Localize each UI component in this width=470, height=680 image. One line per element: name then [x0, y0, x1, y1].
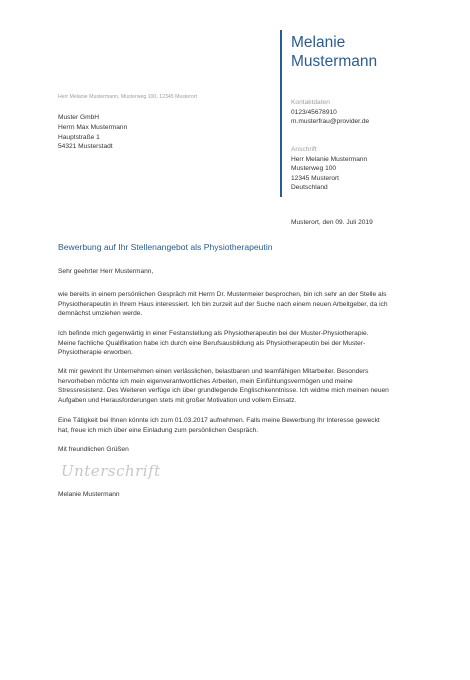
contact-block [291, 98, 369, 127]
address-block [291, 145, 367, 193]
letter-subject: Bewerbung auf Ihr Stellenangebot als Physiotherapeutin [58, 242, 273, 252]
body-line: demnächst umziehen werde. [58, 310, 143, 318]
signature-placeholder: Unterschrift [61, 462, 161, 480]
recipient-line: Herrn Max Mustermann [58, 123, 128, 131]
recipient-line: Hauptstraße 1 [58, 133, 100, 141]
salutation: Sehr geehrter Herr Mustermann, [58, 268, 154, 275]
recipient-line: 54321 Musterstadt [58, 143, 113, 151]
body-line: Mit mir gewinnt Ihr Unternehmen einen verlässlichen, belastbaren und teamfähigen Mitarbeiter. Besonders [58, 368, 369, 375]
body-paragraph-1 [58, 290, 438, 319]
body-line: Physiotherapie erworben. [58, 349, 133, 357]
body-paragraph-3 [58, 367, 438, 406]
body-line: hat, freue ich mich über eine Einladung zum persönlichen Gespräch. [58, 426, 259, 434]
body-line: hervorheben möchte ich mein eigenverantwortliches Arbeiten, mein Einfühlungsvermögen und meine [58, 377, 353, 385]
recipient-address [58, 113, 127, 152]
address-line: Musterweg 100 [291, 165, 337, 173]
signer-name: Melanie Mustermann [58, 491, 120, 498]
letter-date: Musterort, den 09. Juli 2019 [291, 219, 373, 226]
closing-phrase: Mit freundlichen Grüßen [58, 446, 129, 453]
recipient-line: Muster GmbH [58, 114, 100, 121]
body-line: Meine fachliche Qualifikation habe ich durch eine Berufsausbildung als Physiotherapeutin bei der Muster- [58, 339, 366, 347]
contact-email: m.musterfrau@provider.de [291, 118, 370, 126]
address-line: Herr Melanie Mustermann [291, 155, 368, 163]
header-first-name: Melanie [291, 34, 346, 51]
body-line: Stressresistenz. Des Weiteren verfüge ich über grundlegende Englischkenntnisse. Ich widme mich meinen neuen [58, 387, 389, 395]
accent-divider [280, 30, 282, 197]
header-last-name: Mustermann [291, 53, 378, 70]
header-name [291, 33, 377, 71]
contact-label: Kontaktdaten [291, 99, 330, 106]
body-paragraph-2 [58, 329, 438, 358]
address-label: Anschrift [291, 146, 317, 153]
contact-phone: 0123/45678910 [291, 108, 337, 116]
body-paragraph-4 [58, 416, 438, 435]
body-line: Physiotherapeutin in Ihrem Haus interessiert. Ich bin zurzeit auf der Suche nach einem neuen Arbeitgeber, da ich [58, 300, 388, 308]
address-line: Deutschland [291, 184, 328, 192]
body-line: Aufgaben und Herausforderungen stets mit großer Motivation und vollem Einsatz. [58, 397, 297, 405]
address-line: 12345 Musterort [291, 174, 340, 182]
body-line: Ich befinde mich gegenwärtig in einer Festanstellung als Physiotherapeutin bei der Muster-Physiotherapie. [58, 330, 369, 337]
body-line: wie bereits in einem persönlichen Gespräch mit Herrn Dr. Mustermeier besprochen, bin ich sehr an der Stelle als [58, 291, 387, 298]
body-line: Eine Tätigkeit bei Ihnen könnte ich zum 01.03.2017 aufnehmen. Falls meine Bewerbung Ihr Interesse geweckt [58, 417, 380, 424]
sender-line: Herr Melanie Mustermann, Musterweg 100, 12345 Musterort [58, 94, 197, 100]
